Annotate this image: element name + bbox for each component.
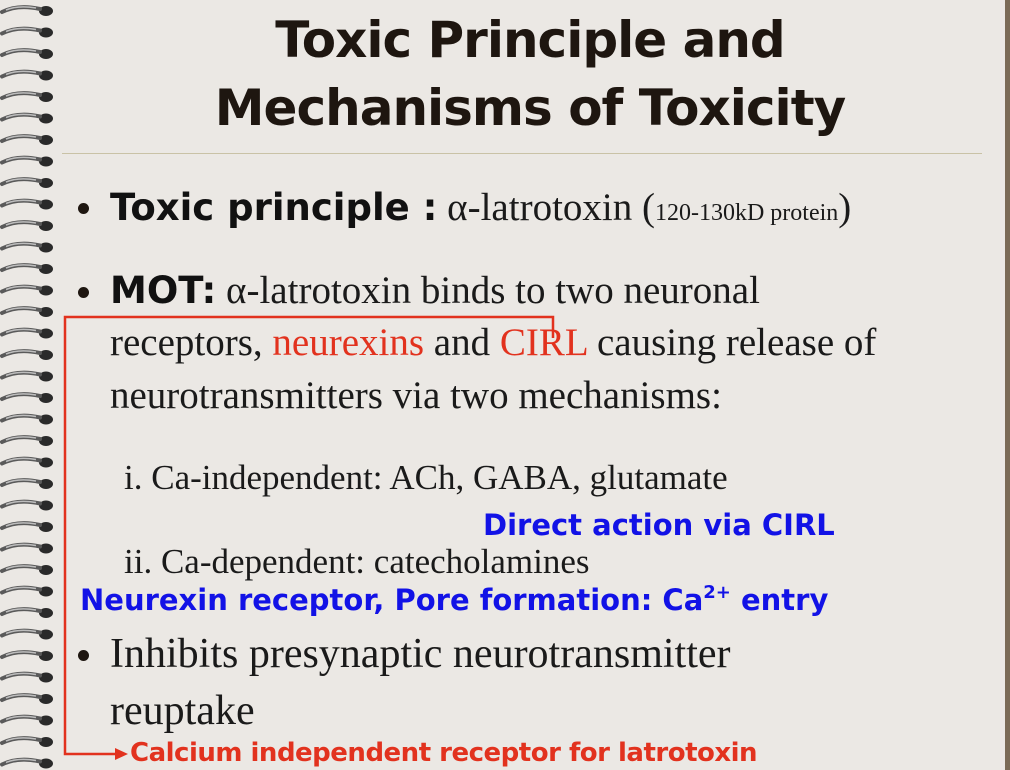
spiral-coil xyxy=(2,673,53,683)
spiral-coil xyxy=(2,329,53,339)
title-line-2: Mechanisms of Toxicity xyxy=(214,79,846,137)
bullet-1-dot xyxy=(78,203,89,214)
spiral-coil xyxy=(2,243,53,253)
spiral-coil xyxy=(2,178,53,188)
toxic-principle-label: Toxic principle : xyxy=(110,186,438,229)
spiral-coil xyxy=(2,372,53,382)
bullet-toxic-principle xyxy=(110,185,851,236)
spiral-coil xyxy=(2,479,53,489)
title-divider xyxy=(62,153,982,154)
spiral-coil xyxy=(2,651,53,661)
title-line-1: Toxic Principle and xyxy=(275,11,785,69)
spiral-coil xyxy=(2,565,53,575)
spiral-coil xyxy=(2,415,53,425)
annotation-calcium-receptor: Calcium independent receptor for latrotoxin xyxy=(130,738,758,768)
spiral-coil xyxy=(2,6,53,16)
spiral-coil xyxy=(2,157,53,167)
slide-right-border xyxy=(1005,0,1010,770)
neurexin-text-b: entry xyxy=(730,583,829,617)
spiral-coil xyxy=(2,71,53,81)
alpha-symbol: α xyxy=(447,186,468,229)
spiral-coil xyxy=(2,200,53,210)
mot-text-2b: and xyxy=(424,321,500,364)
neurexin-text-a: Neurexin receptor, Pore formation: Ca xyxy=(80,583,704,617)
spiral-coil xyxy=(2,286,53,296)
spiral-coil xyxy=(2,307,53,317)
spiral-coil xyxy=(2,350,53,360)
spiral-coil xyxy=(2,630,53,640)
spiral-coil xyxy=(2,716,53,726)
close-paren: ) xyxy=(838,186,852,229)
spiral-coil xyxy=(2,694,53,704)
alpha-symbol: α xyxy=(226,269,247,312)
reuptake-line-1: Inhibits presynaptic neurotransmitter xyxy=(110,631,731,677)
spiral-coil xyxy=(2,436,53,446)
mot-line-2 xyxy=(110,320,876,366)
mechanism-ca-independent: i. Ca-independent: ACh, GABA, glutamate xyxy=(124,458,728,497)
mot-text-2c: causing release of xyxy=(587,321,877,364)
annotation-neurexin-receptor xyxy=(80,583,828,617)
annotation-direct-action: Direct action via CIRL xyxy=(483,508,835,542)
spiral-coil xyxy=(2,501,53,511)
spiral-coil xyxy=(2,458,53,468)
spiral-coil xyxy=(2,608,53,618)
spiral-coil xyxy=(2,221,53,231)
spiral-coil xyxy=(2,759,53,769)
spiral-coil xyxy=(2,28,53,38)
spiral-coil xyxy=(2,135,53,145)
mechanism-ca-dependent: ii. Ca-dependent: catecholamines xyxy=(124,542,590,581)
spiral-coil xyxy=(2,737,53,747)
protein-size: 120-130kD protein xyxy=(654,200,839,226)
mot-text-2a: receptors, xyxy=(110,321,273,364)
mot-label: MOT: xyxy=(110,269,217,312)
bullet-2-dot xyxy=(78,287,89,298)
mot-text-1: -latrotoxin binds to two neuronal xyxy=(246,269,760,312)
slide-title xyxy=(150,6,910,142)
spiral-coil xyxy=(2,522,53,532)
spiral-coil xyxy=(2,587,53,597)
calcium-charge: 2+ xyxy=(703,582,731,603)
toxic-principle-text: -latrotoxin ( xyxy=(467,186,655,229)
spiral-coil xyxy=(2,393,53,403)
spiral-coil xyxy=(2,114,53,124)
spiral-coil xyxy=(2,49,53,59)
cirl-term: CIRL xyxy=(499,321,588,364)
spiral-coil xyxy=(2,92,53,102)
spiral-binding xyxy=(0,0,60,770)
bullet-3-dot xyxy=(78,650,89,661)
spiral-coil xyxy=(2,544,53,554)
mot-line-3: neurotransmitters via two mechanisms: xyxy=(110,374,722,417)
neurexins-term: neurexins xyxy=(272,321,425,364)
mot-line-1 xyxy=(110,268,760,314)
reuptake-line-2: reuptake xyxy=(110,688,255,734)
spiral-coil xyxy=(2,264,53,274)
